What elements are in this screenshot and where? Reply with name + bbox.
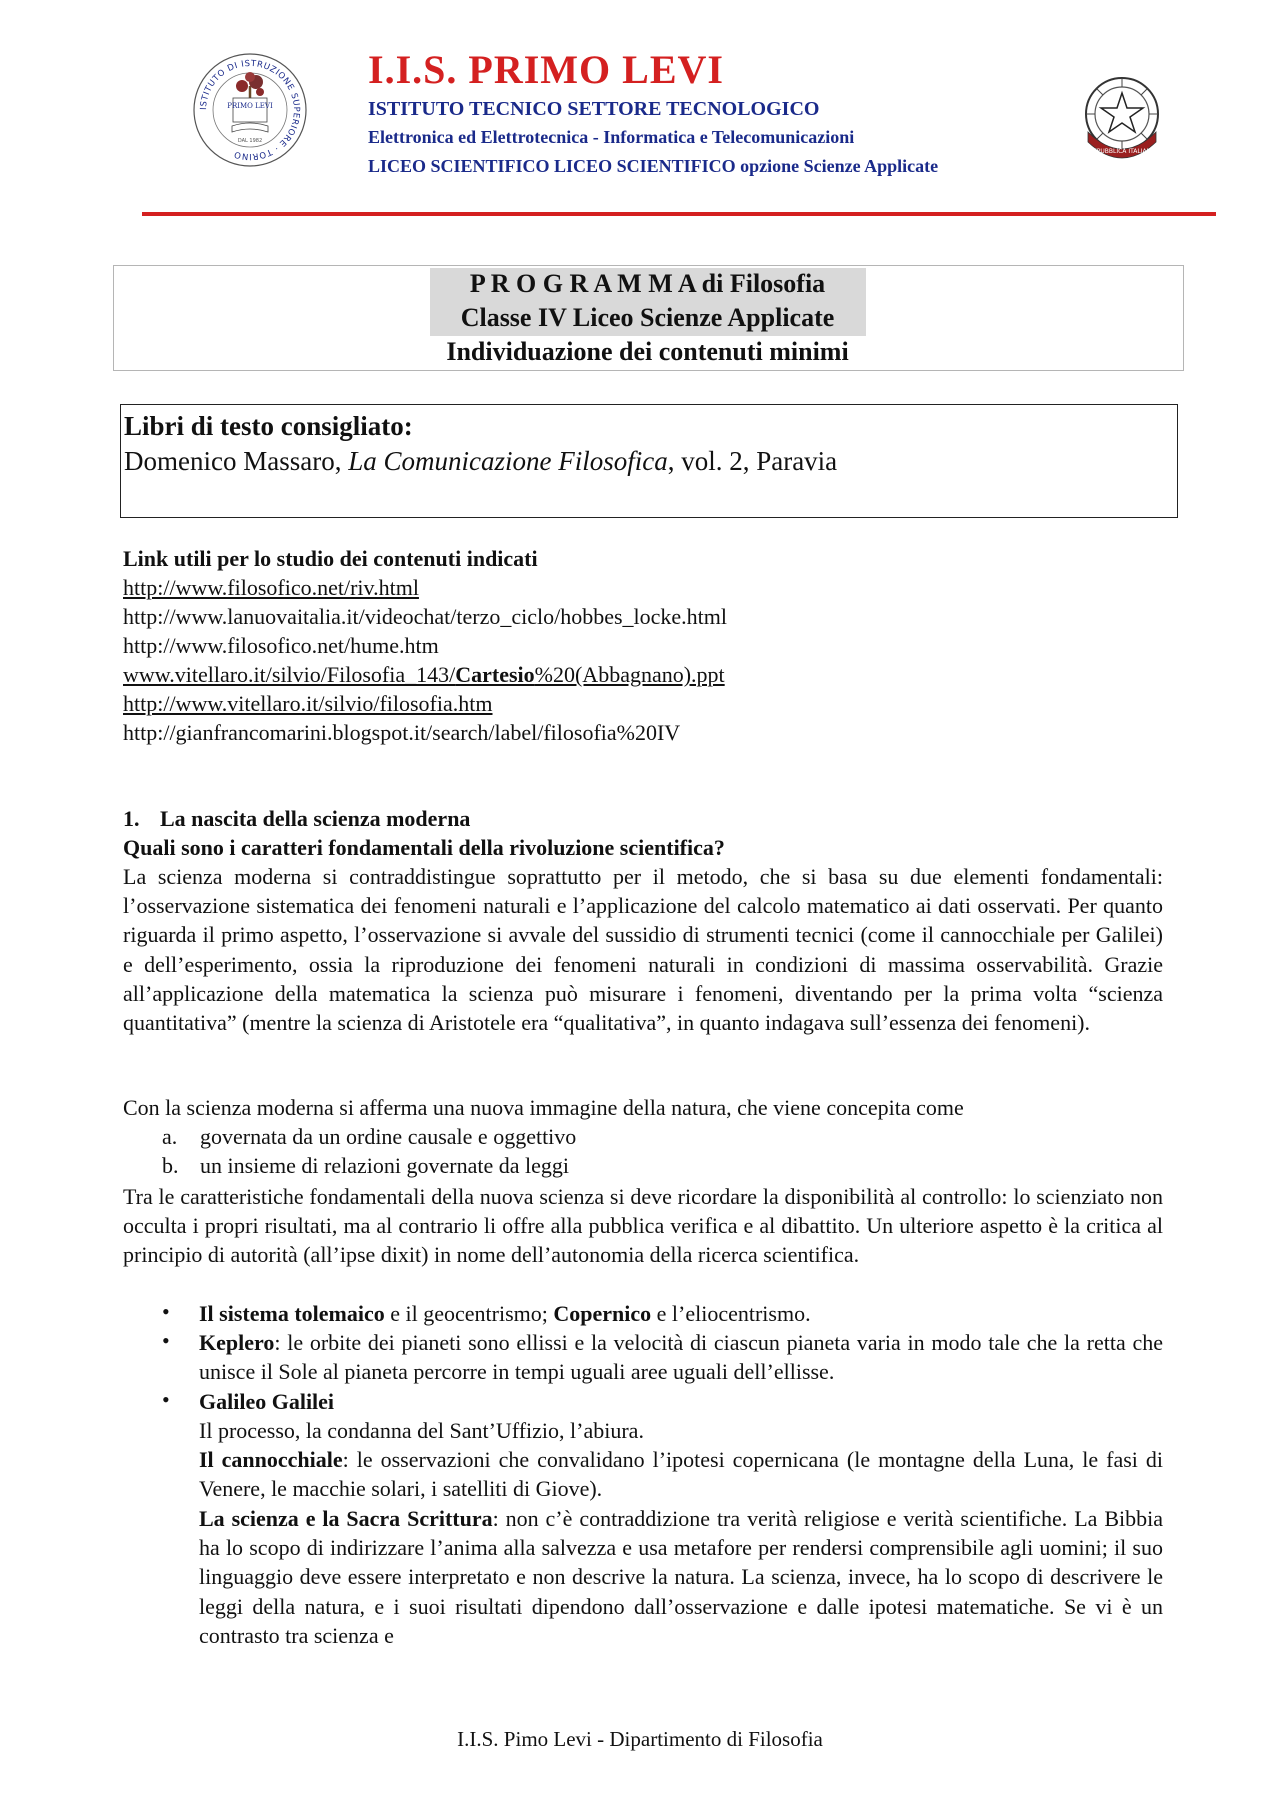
school-name: I.I.S. PRIMO LEVI (368, 47, 724, 92)
bullet-2-dot: • (162, 1328, 170, 1353)
list-item-a (162, 1124, 576, 1150)
links-heading: Link utili per lo studio dei contenuti indicati (123, 546, 538, 571)
cannocchiale-text: : le osservazioni che convalidano l’ipotesi copernicana (le montagne della Luna, le fasi di Venere, le macchie solari, i satelliti di Giove). (199, 1447, 1163, 1502)
list-text-b: un insieme di relazioni governate da leggi (200, 1153, 569, 1178)
textbook-author: Domenico Massaro, (124, 446, 349, 476)
bullet-galilei-title: Galileo Galilei (199, 1389, 335, 1414)
bullet-1-bold-2: Copernico (553, 1301, 652, 1326)
link-gianfrancomarini[interactable]: http://gianfrancomarini.blogspot.it/search/label/filosofia%20IV (123, 720, 681, 745)
textbook-details: , vol. 2, Paravia (667, 446, 838, 476)
paragraph-method: La scienza moderna si contraddistingue soprattutto per il metodo, che si basa su due elementi fondamentali: l’osservazione sistematica dei fenomeni naturali e l’applicazione del calcolo matematico ai dati osservati. Per quanto riguarda il primo aspetto, l’osservazione si avvale del sussidio di strumenti tecnici (come il cannocchiale per Galilei) e dell’esperimento, ossia la riproduzione dei fenomeni naturali in condizioni di massima osservabilità. Grazie all’applicazione della matematica la scienza può misurare i fenomeni, diventando per la prima volta “scienza quantitativa” (mentre la scienza di Aristotele era “qualitativa”, in quanto indagava sull’essenza dei fenomeni). (123, 864, 1163, 1036)
school-logo (190, 50, 310, 170)
program-class: Classe IV Liceo Scienze Applicate (460, 303, 835, 332)
cannocchiale-bold: Il cannocchiale (199, 1447, 343, 1472)
link-lanuovaitalia[interactable]: http://www.lanuovaitalia.it/videochat/terzo_ciclo/hobbes_locke.html (123, 604, 728, 629)
list-marker-b: b. (162, 1153, 179, 1178)
section-title: La nascita della scienza moderna (160, 806, 471, 831)
bullet-1-text-1: e il geocentrismo; (384, 1301, 554, 1326)
scienza-text: : non c’è contraddizione tra verità religiose e verità scientifiche. La Bibbia ha lo scopo di indirizzare l’anima alla salvezza e usa metafore per rendersi comprensibile agli uomini; il suo linguaggio deve essere interpretato e non descrive la natura. La scienza, invece, ha lo scopo di descrivere le leggi della natura, e i suoi risultati dipendono dall’osservazione e dalle ipotesi matematiche. Se vi è un contrasto tra scienza e (199, 1506, 1163, 1648)
header-divider (142, 212, 1216, 216)
paragraph-nature: Con la scienza moderna si afferma una nuova immagine della natura, che viene concepita come (123, 1095, 964, 1120)
list-text-a: governata da un ordine causale e oggettivo (200, 1124, 577, 1149)
link-filosofico-riv[interactable]: http://www.filosofico.net/riv.html (123, 575, 419, 600)
bullet-1-dot: • (162, 1299, 170, 1324)
bullet-1-bold-1: Il sistema tolemaico (199, 1301, 385, 1326)
link-cartesio-bold: Cartesio (455, 662, 535, 687)
link-vitellaro-cartesio[interactable] (123, 662, 725, 688)
list-item-b (162, 1153, 569, 1179)
section-heading (123, 806, 470, 832)
bullet-2-text: : le orbite dei pianeti sono ellissi e la velocità di ciascun pianeta varia in modo tale che la retta che unisce il Sole al pianeta percorre in tempi uguali aree uguali dell’ellisse. (199, 1330, 1163, 1385)
bullet-keplero (199, 1328, 1163, 1386)
logo-date: DAL 1982 (237, 138, 263, 144)
galilei-process: Il processo, la condanna del Sant’Uffizio, l’abiura. (199, 1418, 644, 1443)
logo-center-text: PRIMO LEVI (227, 102, 273, 110)
bullet-2-bold: Keplero (199, 1330, 275, 1355)
header-subtitle-2: Elettronica ed Elettrotecnica - Informatica e Telecomunicazioni (368, 127, 855, 147)
section-question: Quali sono i caratteri fondamentali della rivoluzione scientifica? (123, 835, 725, 860)
link-cartesio-pre: www.vitellaro.it/silvio/Filosofia_143/ (123, 662, 456, 687)
program-subtitle: Individuazione dei contenuti minimi (446, 337, 849, 366)
italian-republic-emblem (1080, 70, 1165, 165)
textbook-reference (124, 446, 837, 477)
emblem-text: REPUBBLICA ITALIANA (1088, 148, 1156, 155)
textbook-title: La Comunicazione Filosofica (348, 446, 668, 476)
program-title: P R O G R A M M A di Filosofia (469, 269, 826, 298)
section-number: 1. (123, 806, 140, 831)
bullet-1-text-2: e l’eliocentrismo. (651, 1301, 811, 1326)
link-filosofico-hume[interactable]: http://www.filosofico.net/hume.htm (123, 633, 439, 658)
scienza-bold: La scienza e la Sacra Scrittura (199, 1506, 493, 1531)
galilei-scienza-scrittura (199, 1504, 1163, 1650)
paragraph-control: Tra le caratteristiche fondamentali della nuova scienza si deve ricordare la disponibilità al controllo: lo scienziato non occulta i propri risultati, ma al contrario li offre alla pubblica verifica e al dibattito. Un ulteriore aspetto è la critica al principio di autorità (all’ipse dixit) in nome dell’autonomia della ricerca scientifica. (123, 1184, 1163, 1268)
textbook-heading: Libri di testo consigliato: (124, 411, 413, 441)
list-marker-a: a. (162, 1124, 178, 1149)
bullet-tolemaico (199, 1299, 1163, 1328)
header-subtitle-3: LICEO SCIENTIFICO LICEO SCIENTIFICO opzione Scienze Applicate (368, 156, 939, 176)
header-subtitle-1: ISTITUTO TECNICO SETTORE TECNOLOGICO (368, 98, 820, 120)
galilei-cannocchiale (199, 1445, 1163, 1503)
bullet-3-dot: • (162, 1387, 170, 1412)
link-cartesio-post: %20(Abbagnano).ppt (534, 662, 725, 687)
page-footer: I.I.S. Pimo Levi - Dipartimento di Filosofia (457, 1727, 823, 1751)
link-vitellaro-filosofia[interactable]: http://www.vitellaro.it/silvio/filosofia.htm (123, 691, 493, 716)
logo-ring-text: ISTITUTO DI ISTRUZIONE SUPERIORE · TORINO (198, 58, 302, 162)
